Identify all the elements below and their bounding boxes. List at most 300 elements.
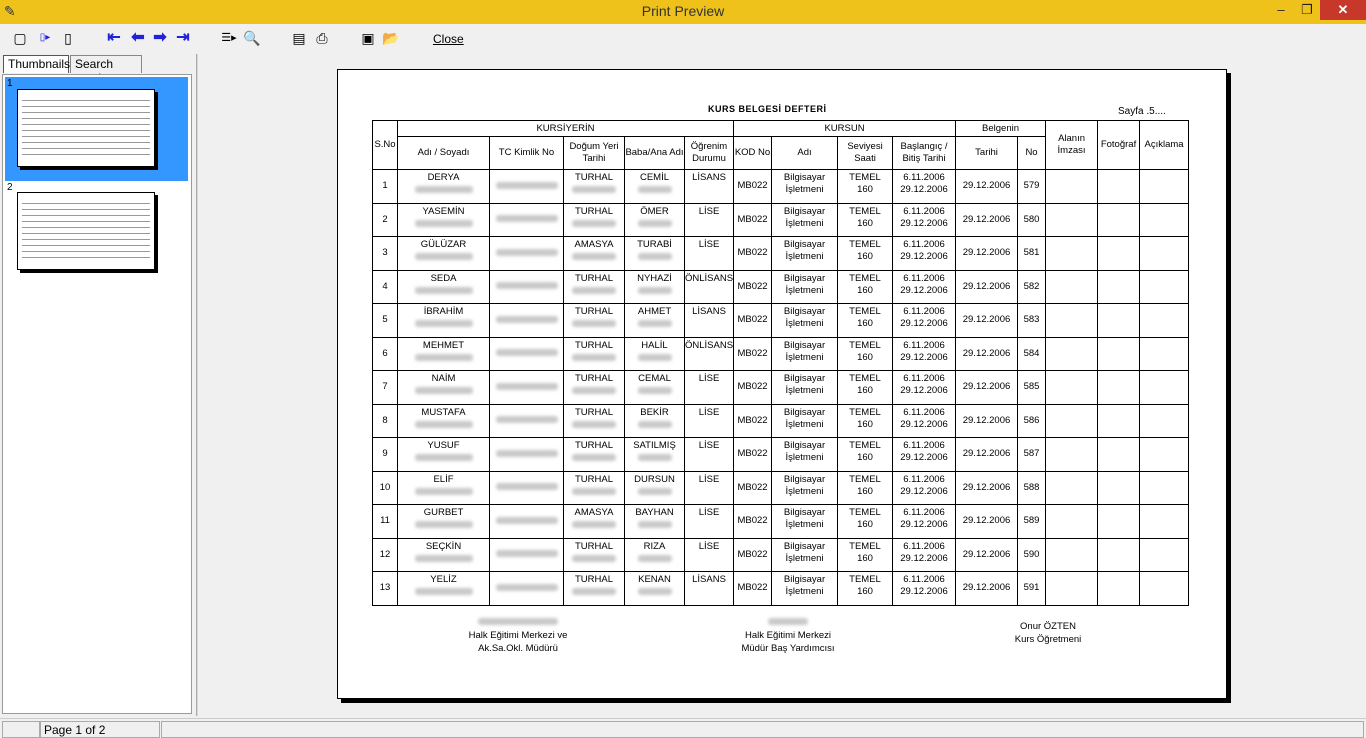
- cell-ogrenim: LİSE: [685, 237, 734, 271]
- cell-seviyesi: TEMEL 160: [838, 371, 893, 405]
- course-table: [372, 120, 1189, 606]
- cell-kod: MB022: [734, 237, 772, 271]
- table-row: [373, 170, 1189, 204]
- toolbar: [0, 24, 1366, 52]
- find-icon[interactable]: 🔍: [243, 30, 261, 46]
- cell-seviyesi: TEMEL 160: [838, 438, 893, 472]
- cell-fotograf: [1098, 170, 1140, 204]
- redacted-name: [768, 618, 808, 625]
- redacted-value: [496, 550, 558, 557]
- cell-belge-tarihi: 29.12.2006: [956, 203, 1018, 237]
- cell-belge-tarihi: 29.12.2006: [956, 371, 1018, 405]
- cell-kurs-adi: Bilgisayar İşletmeni: [772, 304, 838, 338]
- cell-baba: BEKİR: [625, 404, 685, 438]
- redacted-value: [638, 421, 672, 428]
- thumbnail-number: 2: [7, 182, 13, 193]
- goto-page-icon[interactable]: ☰▸: [221, 32, 237, 44]
- cell-fotograf: [1098, 471, 1140, 505]
- cell-ogrenim: LİSE: [685, 471, 734, 505]
- redacted-value: [572, 287, 616, 294]
- cell-kurs-adi: Bilgisayar İşletmeni: [772, 170, 838, 204]
- cell-ogrenim: LİSE: [685, 203, 734, 237]
- redacted-value: [415, 220, 473, 227]
- cell-tc: [490, 237, 564, 271]
- cell-tc: [490, 371, 564, 405]
- cell-belge-tarihi: 29.12.2006: [956, 572, 1018, 606]
- cell-tarih: 6.11.2006 29.12.2006: [893, 404, 956, 438]
- cell-belge-tarihi: 29.12.2006: [956, 170, 1018, 204]
- cell-imza: [1046, 337, 1098, 371]
- cell-tc: [490, 170, 564, 204]
- redacted-value: [638, 287, 672, 294]
- col-tarihi: Tarihi: [956, 137, 1018, 170]
- cell-belge-tarihi: 29.12.2006: [956, 538, 1018, 572]
- redacted-value: [415, 253, 473, 260]
- redacted-value: [415, 387, 473, 394]
- group-belgenin: Belgenin: [956, 121, 1046, 137]
- cell-kod: MB022: [734, 337, 772, 371]
- redacted-value: [496, 349, 558, 356]
- cell-kurs-adi: Bilgisayar İşletmeni: [772, 337, 838, 371]
- cell-adi: SEÇKİN: [398, 538, 490, 572]
- cell-baba: HALİL: [625, 337, 685, 371]
- cell-kod: MB022: [734, 371, 772, 405]
- cell-dogum: TURHAL: [564, 371, 625, 405]
- cell-aciklama: [1140, 572, 1189, 606]
- cell-kurs-adi: Bilgisayar İşletmeni: [772, 371, 838, 405]
- cell-aciklama: [1140, 438, 1189, 472]
- cell-imza: [1046, 505, 1098, 539]
- cell-ogrenim: ÖNLİSANS: [685, 337, 734, 371]
- preview-page: [337, 69, 1227, 699]
- cell-sno: 6: [373, 337, 398, 371]
- col-sno: S.No: [373, 121, 398, 170]
- col-kod: KOD No: [734, 137, 772, 170]
- cell-kod: MB022: [734, 203, 772, 237]
- group-kursiyerin: KURSİYERİN: [398, 121, 734, 137]
- col-adi-soyadi: Adı / Soyadı: [398, 137, 490, 170]
- thumbnail-number: 1: [7, 78, 13, 89]
- cell-ogrenim: LİSE: [685, 438, 734, 472]
- cell-imza: [1046, 404, 1098, 438]
- redacted-value: [572, 253, 616, 260]
- redacted-value: [572, 454, 616, 461]
- cell-dogum: TURHAL: [564, 170, 625, 204]
- cell-baba: NYHAZİ: [625, 270, 685, 304]
- cell-adi: MEHMET: [398, 337, 490, 371]
- cell-belge-no: 586: [1018, 404, 1046, 438]
- table-row: [373, 505, 1189, 539]
- table-row: [373, 538, 1189, 572]
- cell-tarih: 6.11.2006 29.12.2006: [893, 538, 956, 572]
- cell-dogum: TURHAL: [564, 471, 625, 505]
- cell-sno: 4: [373, 270, 398, 304]
- cell-belge-tarihi: 29.12.2006: [956, 471, 1018, 505]
- cell-dogum: TURHAL: [564, 203, 625, 237]
- signature-director: Halk Eğitimi Merkezi ve Ak.Sa.Okl. Müdürü: [438, 616, 598, 655]
- window-title: Print Preview: [641, 3, 725, 19]
- redacted-value: [415, 488, 473, 495]
- cell-kod: MB022: [734, 572, 772, 606]
- cell-tarih: 6.11.2006 29.12.2006: [893, 304, 956, 338]
- cell-tarih: 6.11.2006 29.12.2006: [893, 505, 956, 539]
- cell-sno: 7: [373, 371, 398, 405]
- cell-ogrenim: LİSANS: [685, 170, 734, 204]
- next-page-icon[interactable]: ➡: [153, 29, 167, 46]
- cell-belge-tarihi: 29.12.2006: [956, 337, 1018, 371]
- cell-imza: [1046, 270, 1098, 304]
- cell-baba: ÖMER: [625, 203, 685, 237]
- cell-belge-no: 579: [1018, 170, 1046, 204]
- cell-ogrenim: LİSE: [685, 404, 734, 438]
- redacted-name: [478, 618, 558, 625]
- cell-tc: [490, 572, 564, 606]
- cell-belge-no: 580: [1018, 203, 1046, 237]
- cell-kod: MB022: [734, 505, 772, 539]
- redacted-value: [572, 521, 616, 528]
- cell-baba: RIZA: [625, 538, 685, 572]
- cell-tc: [490, 203, 564, 237]
- col-dogum: Doğum Yeri Tarihi: [564, 137, 625, 170]
- close-preview-button[interactable]: Close: [433, 32, 464, 46]
- col-baslangic: Başlangıç / Bitiş Tarihi: [893, 137, 956, 170]
- cell-seviyesi: TEMEL 160: [838, 203, 893, 237]
- app-icon: ✎: [4, 3, 16, 19]
- redacted-value: [572, 488, 616, 495]
- cell-adi: NAİM: [398, 371, 490, 405]
- cell-adi: SEDA: [398, 270, 490, 304]
- redacted-value: [496, 450, 558, 457]
- redacted-value: [572, 220, 616, 227]
- cell-fotograf: [1098, 438, 1140, 472]
- cell-fotograf: [1098, 304, 1140, 338]
- table-row: [373, 203, 1189, 237]
- redacted-value: [496, 316, 558, 323]
- cell-aciklama: [1140, 337, 1189, 371]
- cell-kurs-adi: Bilgisayar İşletmeni: [772, 438, 838, 472]
- close-window-button[interactable]: ✕: [1320, 0, 1366, 20]
- group-kursun: KURSUN: [734, 121, 956, 137]
- cell-tarih: 6.11.2006 29.12.2006: [893, 270, 956, 304]
- cell-imza: [1046, 237, 1098, 271]
- cell-tarih: 6.11.2006 29.12.2006: [893, 237, 956, 271]
- cell-adi: GURBET: [398, 505, 490, 539]
- signature-deputy: Halk Eğitimi Merkezi Müdür Baş Yardımcısı: [708, 616, 868, 655]
- cell-kod: MB022: [734, 538, 772, 572]
- cell-sno: 12: [373, 538, 398, 572]
- cell-tarih: 6.11.2006 29.12.2006: [893, 471, 956, 505]
- table-row: [373, 237, 1189, 271]
- cell-ogrenim: LİSE: [685, 538, 734, 572]
- cell-kurs-adi: Bilgisayar İşletmeni: [772, 404, 838, 438]
- cell-tarih: 6.11.2006 29.12.2006: [893, 170, 956, 204]
- cell-kod: MB022: [734, 404, 772, 438]
- cell-adi: YELİZ: [398, 572, 490, 606]
- status-cell-empty: [2, 721, 40, 738]
- cell-adi: DERYA: [398, 170, 490, 204]
- cell-aciklama: [1140, 471, 1189, 505]
- document-title: KURS BELGESİ DEFTERİ: [708, 104, 827, 114]
- cell-kurs-adi: Bilgisayar İşletmeni: [772, 203, 838, 237]
- table-row: [373, 471, 1189, 505]
- page-width-icon[interactable]: ▢: [13, 30, 27, 46]
- cell-dogum: TURHAL: [564, 404, 625, 438]
- cell-dogum: TURHAL: [564, 304, 625, 338]
- cell-belge-tarihi: 29.12.2006: [956, 304, 1018, 338]
- page-label: Sayfa .5....: [1118, 106, 1166, 117]
- status-bar: [0, 718, 1366, 738]
- last-page-icon[interactable]: ⇥: [176, 29, 190, 46]
- cell-fotograf: [1098, 371, 1140, 405]
- redacted-value: [415, 521, 473, 528]
- cell-fotograf: [1098, 505, 1140, 539]
- cell-imza: [1046, 304, 1098, 338]
- cell-tc: [490, 404, 564, 438]
- redacted-value: [572, 186, 616, 193]
- cell-dogum: TURHAL: [564, 337, 625, 371]
- cell-aciklama: [1140, 538, 1189, 572]
- redacted-value: [415, 354, 473, 361]
- cell-kurs-adi: Bilgisayar İşletmeni: [772, 471, 838, 505]
- cell-fotograf: [1098, 203, 1140, 237]
- cell-seviyesi: TEMEL 160: [838, 505, 893, 539]
- redacted-value: [572, 320, 616, 327]
- table-row: [373, 371, 1189, 405]
- prev-page-icon[interactable]: ⬅: [131, 29, 145, 46]
- cell-imza: [1046, 203, 1098, 237]
- cell-ogrenim: ÖNLİSANS: [685, 270, 734, 304]
- cell-belge-no: 588: [1018, 471, 1046, 505]
- cell-seviyesi: TEMEL 160: [838, 337, 893, 371]
- redacted-value: [638, 454, 672, 461]
- cell-aciklama: [1140, 270, 1189, 304]
- redacted-value: [496, 182, 558, 189]
- cell-tarih: 6.11.2006 29.12.2006: [893, 572, 956, 606]
- preview-area[interactable]: [200, 54, 1366, 716]
- whole-page-icon[interactable]: ▯: [64, 30, 72, 46]
- cell-aciklama: [1140, 203, 1189, 237]
- cell-tc: [490, 337, 564, 371]
- print-icon[interactable]: ⎙: [316, 30, 328, 46]
- cell-aciklama: [1140, 404, 1189, 438]
- cell-aciklama: [1140, 237, 1189, 271]
- redacted-value: [638, 186, 672, 193]
- table-row: [373, 438, 1189, 472]
- panel-splitter[interactable]: [196, 54, 198, 716]
- cell-aciklama: [1140, 505, 1189, 539]
- table-row: [373, 270, 1189, 304]
- redacted-value: [572, 588, 616, 595]
- cell-dogum: TURHAL: [564, 438, 625, 472]
- cell-aciklama: [1140, 170, 1189, 204]
- redacted-value: [638, 521, 672, 528]
- cell-adi: ELİF: [398, 471, 490, 505]
- cell-tarih: 6.11.2006 29.12.2006: [893, 337, 956, 371]
- cell-aciklama: [1140, 371, 1189, 405]
- redacted-value: [572, 354, 616, 361]
- cell-seviyesi: TEMEL 160: [838, 471, 893, 505]
- cell-belge-no: 590: [1018, 538, 1046, 572]
- cell-baba: CEMİL: [625, 170, 685, 204]
- cell-tc: [490, 538, 564, 572]
- cell-imza: [1046, 170, 1098, 204]
- cell-tc: [490, 270, 564, 304]
- cell-adi: YASEMİN: [398, 203, 490, 237]
- maximize-button[interactable]: ❐: [1301, 2, 1313, 17]
- redacted-value: [415, 320, 473, 327]
- cell-seviyesi: TEMEL 160: [838, 404, 893, 438]
- table-row: [373, 572, 1189, 606]
- cell-fotograf: [1098, 270, 1140, 304]
- cell-belge-tarihi: 29.12.2006: [956, 270, 1018, 304]
- col-kurs-adi: Adı: [772, 137, 838, 170]
- cell-adi: GÜLÜZAR: [398, 237, 490, 271]
- cell-seviyesi: TEMEL 160: [838, 304, 893, 338]
- redacted-value: [572, 387, 616, 394]
- cell-kurs-adi: Bilgisayar İşletmeni: [772, 538, 838, 572]
- cell-tarih: 6.11.2006 29.12.2006: [893, 203, 956, 237]
- cell-tc: [490, 438, 564, 472]
- cell-tc: [490, 471, 564, 505]
- status-page: Page 1 of 2: [40, 721, 160, 738]
- cell-sno: 13: [373, 572, 398, 606]
- redacted-value: [572, 421, 616, 428]
- cell-tarih: 6.11.2006 29.12.2006: [893, 438, 956, 472]
- cell-imza: [1046, 538, 1098, 572]
- redacted-value: [638, 354, 672, 361]
- cell-sno: 3: [373, 237, 398, 271]
- cell-belge-tarihi: 29.12.2006: [956, 404, 1018, 438]
- cell-belge-no: 584: [1018, 337, 1046, 371]
- cell-baba: AHMET: [625, 304, 685, 338]
- redacted-value: [638, 387, 672, 394]
- redacted-value: [415, 454, 473, 461]
- cell-tc: [490, 505, 564, 539]
- tab-search-result[interactable]: Search: [70, 55, 142, 73]
- cell-kod: MB022: [734, 270, 772, 304]
- cell-adi: MUSTAFA: [398, 404, 490, 438]
- thumbnail-page-2[interactable]: [17, 192, 155, 270]
- cell-belge-tarihi: 29.12.2006: [956, 505, 1018, 539]
- table-row: [373, 304, 1189, 338]
- cell-baba: BAYHAN: [625, 505, 685, 539]
- redacted-value: [415, 555, 473, 562]
- cell-dogum: TURHAL: [564, 572, 625, 606]
- cell-baba: TURABİ: [625, 237, 685, 271]
- redacted-value: [496, 517, 558, 524]
- redacted-value: [496, 483, 558, 490]
- redacted-value: [496, 584, 558, 591]
- cell-belge-no: 591: [1018, 572, 1046, 606]
- cell-ogrenim: LİSANS: [685, 572, 734, 606]
- cell-adi: YUSUF: [398, 438, 490, 472]
- cell-belge-tarihi: 29.12.2006: [956, 438, 1018, 472]
- col-baba-ana: Baba/Ana Adı: [625, 137, 685, 170]
- redacted-value: [638, 555, 672, 562]
- cell-kod: MB022: [734, 471, 772, 505]
- cell-sno: 1: [373, 170, 398, 204]
- redacted-value: [496, 383, 558, 390]
- redacted-value: [496, 249, 558, 256]
- col-ogrenim: Öğrenim Durumu: [685, 137, 734, 170]
- cell-imza: [1046, 572, 1098, 606]
- table-row: [373, 404, 1189, 438]
- redacted-value: [638, 320, 672, 327]
- cell-sno: 9: [373, 438, 398, 472]
- cell-sno: 11: [373, 505, 398, 539]
- col-seviyesi: Seviyesi Saati: [838, 137, 893, 170]
- cell-sno: 5: [373, 304, 398, 338]
- table-row: [373, 337, 1189, 371]
- print-setup-icon[interactable]: ▤: [292, 30, 306, 46]
- cell-seviyesi: TEMEL 160: [838, 538, 893, 572]
- cell-imza: [1046, 371, 1098, 405]
- cell-fotograf: [1098, 572, 1140, 606]
- redacted-value: [638, 253, 672, 260]
- signature-teacher: Onur ÖZTEN Kurs Öğretmeni: [1014, 621, 1082, 645]
- open-icon[interactable]: 📂: [382, 30, 400, 46]
- cell-belge-no: 585: [1018, 371, 1046, 405]
- tab-thumbnails[interactable]: Thumbnails: [3, 55, 69, 73]
- redacted-value: [638, 488, 672, 495]
- redacted-value: [496, 282, 558, 289]
- cell-kurs-adi: Bilgisayar İşletmeni: [772, 572, 838, 606]
- redacted-value: [638, 588, 672, 595]
- redacted-value: [496, 215, 558, 222]
- title-bar: [0, 0, 1366, 24]
- cell-sno: 2: [373, 203, 398, 237]
- cell-seviyesi: TEMEL 160: [838, 572, 893, 606]
- thumbnail-page-1[interactable]: [17, 89, 155, 167]
- redacted-value: [415, 186, 473, 193]
- cell-baba: KENAN: [625, 572, 685, 606]
- cell-kurs-adi: Bilgisayar İşletmeni: [772, 237, 838, 271]
- cell-imza: [1046, 471, 1098, 505]
- cell-dogum: AMASYA: [564, 237, 625, 271]
- cell-fotograf: [1098, 237, 1140, 271]
- cell-tc: [490, 304, 564, 338]
- first-page-icon[interactable]: ⇤: [107, 29, 121, 46]
- redacted-value: [415, 588, 473, 595]
- cell-seviyesi: TEMEL 160: [838, 237, 893, 271]
- cell-imza: [1046, 438, 1098, 472]
- cell-aciklama: [1140, 304, 1189, 338]
- cell-dogum: TURHAL: [564, 270, 625, 304]
- status-cell-message: [161, 721, 1364, 738]
- two-pages-icon[interactable]: ▯▸: [39, 32, 51, 43]
- cell-belge-tarihi: 29.12.2006: [956, 237, 1018, 271]
- cell-sno: 10: [373, 471, 398, 505]
- cell-belge-no: 581: [1018, 237, 1046, 271]
- redacted-value: [572, 555, 616, 562]
- cell-dogum: TURHAL: [564, 538, 625, 572]
- side-tabs: [0, 54, 200, 74]
- save-icon[interactable]: ▣: [361, 30, 375, 46]
- cell-kurs-adi: Bilgisayar İşletmeni: [772, 505, 838, 539]
- cell-ogrenim: LİSE: [685, 371, 734, 405]
- cell-ogrenim: LİSANS: [685, 304, 734, 338]
- cell-kod: MB022: [734, 438, 772, 472]
- cell-fotograf: [1098, 337, 1140, 371]
- cell-belge-no: 582: [1018, 270, 1046, 304]
- cell-seviyesi: TEMEL 160: [838, 270, 893, 304]
- redacted-value: [415, 421, 473, 428]
- minimize-button[interactable]: –: [1277, 2, 1285, 17]
- col-tc-kimlik: TC Kimlik No: [490, 137, 564, 170]
- cell-seviyesi: TEMEL 160: [838, 170, 893, 204]
- col-no: No: [1018, 137, 1046, 170]
- col-fotograf: Fotoğraf: [1098, 121, 1140, 170]
